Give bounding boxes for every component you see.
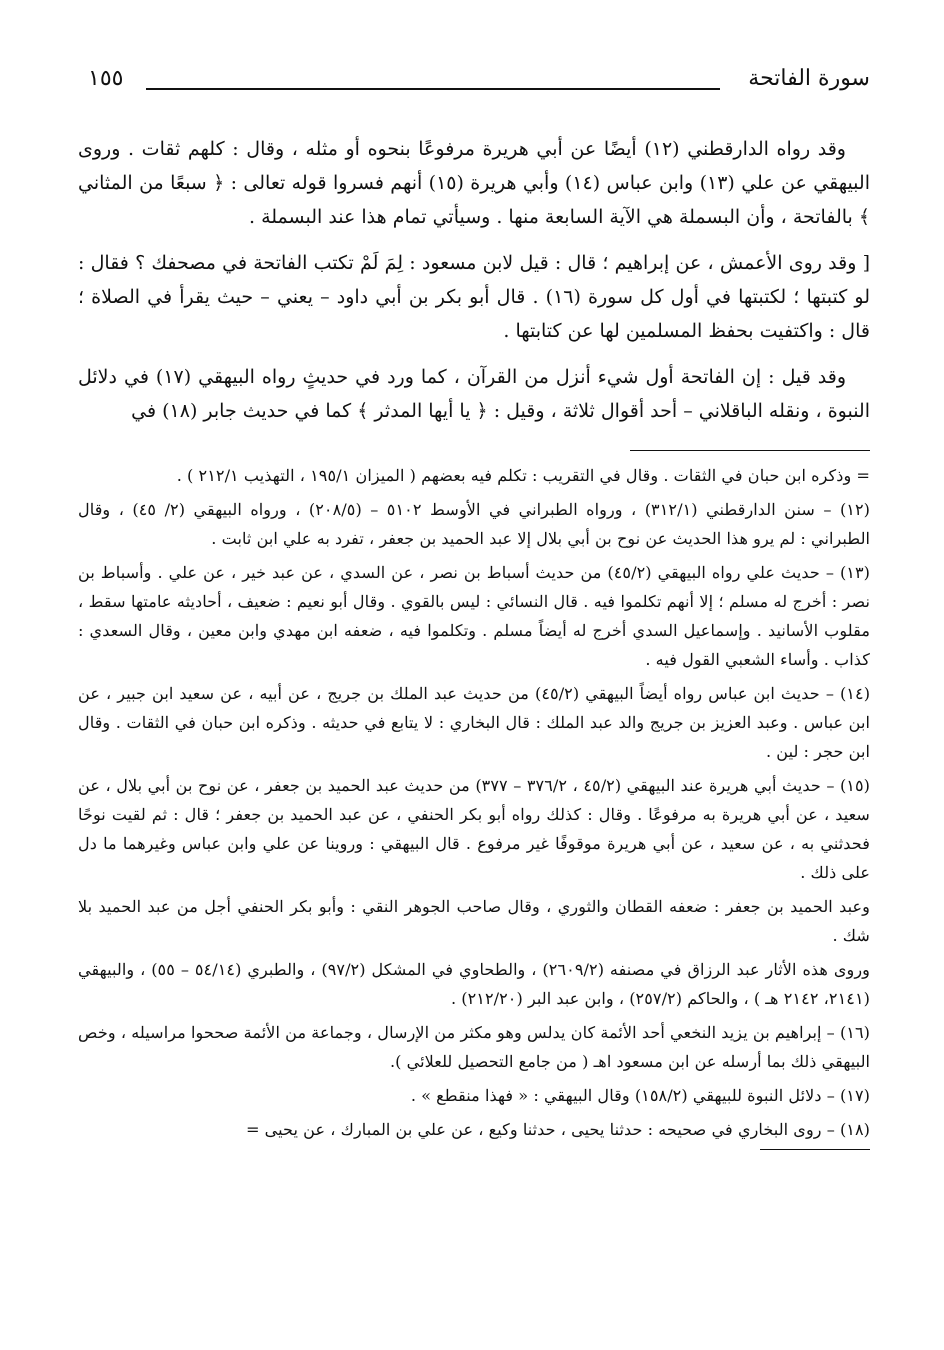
footnote: وروى هذه الأثار عبد الرزاق في مصنفه (٢٦٠٩/٢) ، والطحاوي في المشكل (٩٧/٢) ، والطبري (٥٤/١٤ – ٥٥) ، والبيهقي (٢١٤١، ٢١٤٢ هـ ) ، والحاكم (٢٥٧/٢) ، وابن عبد البر (٢١٢/٢٠) . xyxy=(78,960,870,1008)
running-header xyxy=(78,60,870,104)
surah-title: سورة الفاتحة xyxy=(748,66,870,91)
footnote: = وذكره ابن حبان في الثقات . وقال في التقريب : تكلم فيه بعضهم ( الميزان ١٩٥/١ ، التهذيب ٢١٢/١ ) . xyxy=(176,466,870,485)
header-rule xyxy=(146,88,720,90)
footnote: وعبد الحميد بن جعفر : ضعفه القطان والثوري ، وقال صاحب الجوهر النقي : وأبو بكر الحنفي أجل من عبد الحميد بلا شك . xyxy=(78,897,870,945)
footnote: (١٢) – سنن الدارقطني (٣١٢/١) ، ورواه الطبراني في الأوسط ٥١٠٢ – (٢٠٨/٥) ، ورواه البيهقي (٢/ ٤٥) ، وقال الطبراني : لم يرو هذا الحديث عن نوح بن أبي بلال إلا عبد الحميد بن جعفر ، تفرد به علي ابن ثابت . xyxy=(78,500,870,548)
footnotes xyxy=(78,461,870,1144)
footnote: (١٦) – إبراهيم بن يزيد النخعي أحد الأئمة كان يدلس وهو مكثر من الإرسال ، وجماعة من الأئمة صححوا مراسيله ، وخص البيهقي ذلك بما أرسله عن ابن مسعود اهـ ( من جامع التحصيل للعلائي ). xyxy=(78,1023,870,1071)
footnote-tail-rule xyxy=(760,1149,870,1150)
page-number: ١٥٥ xyxy=(88,66,124,91)
footnote: (١٧) – دلائل النبوة للبيهقي (١٥٨/٢) وقال البيهقي : « فهذا منقطع » . xyxy=(410,1086,870,1105)
main-text xyxy=(78,132,870,428)
footnote: (١٥) – حديث أبي هريرة عند البيهقي (٤٥/٢ ، ٣٧٦/٢ – ٣٧٧) من حديث عبد الحميد بن جعفر ، عن نوح بن أبي بلال ، عن سعيد ، عن أبي هريرة به مرفوعًا . وقال : كذلك رواه أبو بكر الحنفي ، عن عبد الحميد بن جعفر ؛ قال : ثم لقيت نوحًا فحدثني به ، عن سعيد ، عن أبي هريرة موقوفًا غير مرفوع . قال البيهقي : وروينا عن علي وابن عباس وغيرهما ما دل على ذلك . xyxy=(78,776,870,882)
footnote: (١٤) – حديث ابن عباس رواه أيضاً البيهقي (٤٥/٢) من حديث عبد الملك بن جريج ، عن أبيه ، عن سعيد ابن جبير ، عن ابن عباس . وعبد العزيز بن جريج والد عبد الملك : قال البخاري : لا يتابع في حديثه . وذكره ابن حبان في الثقات . وقال ابن حجر : لين . xyxy=(78,684,871,761)
page xyxy=(78,60,870,1150)
footnote: (١٣) – حديث علي رواه البيهقي (٤٥/٢) من حديث أسباط بن نصر ، عن السدي ، عن عبد خير ، عن علي . وأسباط بن نصر : أخرج له مسلم ؛ إلا أنهم تكلموا فيه . قال النسائي : ليس بالقوي . وقال أبو نعيم : ضعيف ، أحاديثه عامتها سقط ، مقلوب الأسانيد . وإسماعيل السدي أخرج له أيضاً مسلم . وتكلموا فيه ، ضعفه ابن مهدي وابن معين ، وقال السعدي : كذاب . وأساء الشعبي القول فيه . xyxy=(78,563,870,669)
paragraph: [ وقد روى الأعمش ، عن إبراهيم ؛ قال : قيل لابن مسعود : لِمَ لَمْ تكتب الفاتحة في مصحفك ؟ فقال : لو كتبتها ؛ لكتبتها في أول كل سورة (١٦) . قال أبو بكر بن أبي داود – يعني – حيث يقرأ في الصلاة ؛ قال : واكتفيت بحفظ المسلمين لها عن كتابتها . xyxy=(78,252,871,342)
paragraph: وقد قيل : إن الفاتحة أول شيء أنزل من القرآن ، كما ورد في حديثٍ رواه البيهقي (١٧) في دلائل النبوة ، ونقله الباقلاني – أحد أقوال ثلاثة ، وقيل : ﴿ يا أيها المدثر ﴾ كما في حديث جابر (١٨) في xyxy=(78,366,870,422)
footnote-separator xyxy=(630,450,870,451)
footnote: (١٨) – روى البخاري في صحيحه : حدثنا يحيى ، حدثنا وكيع ، عن علي بن المبارك ، عن يحيى = xyxy=(245,1120,870,1139)
paragraph: وقد رواه الدارقطني (١٢) أيضًا عن أبي هريرة مرفوعًا بنحوه أو مثله ، وقال : كلهم ثقات . وروى البيهقي عن علي (١٣) وابن عباس (١٤) وأبي هريرة (١٥) أنهم فسروا قوله تعالى : ﴿ سبعًا من المثاني ﴾ بالفاتحة ، وأن البسملة هي الآية السابعة منها . وسيأتي تمام هذا عند البسملة . xyxy=(78,138,870,228)
